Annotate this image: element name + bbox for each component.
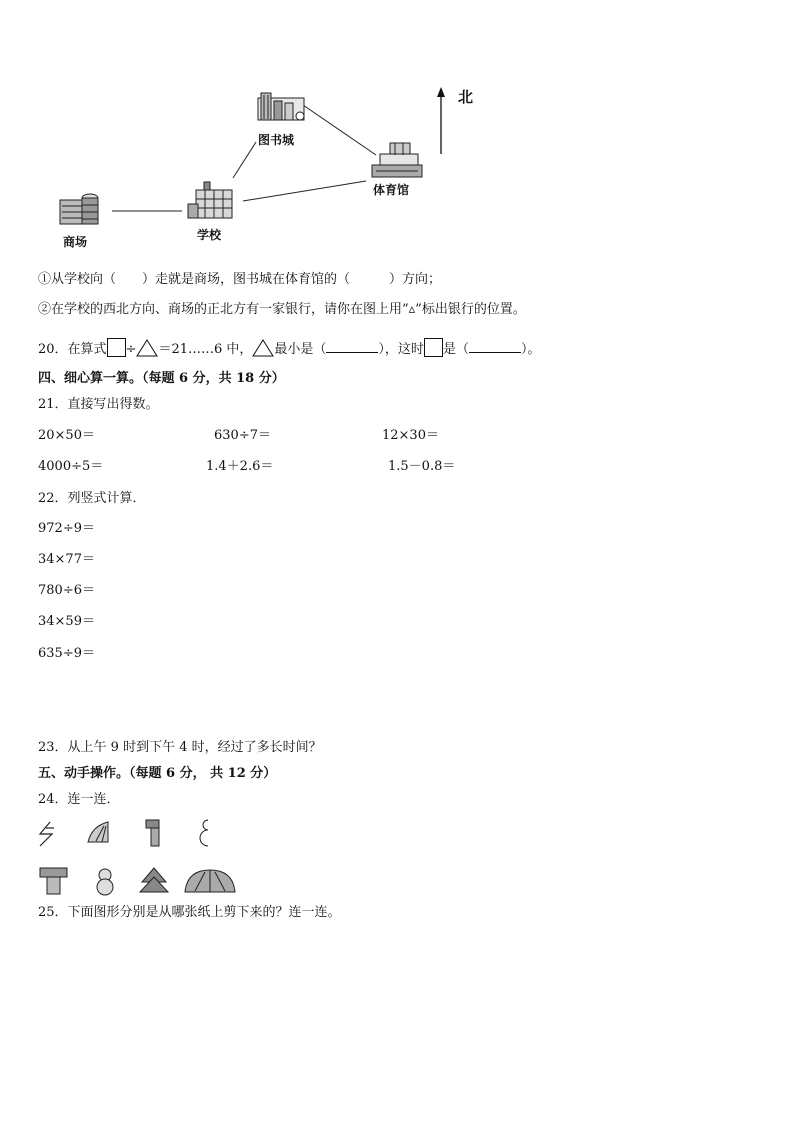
q21-r2c3: 1.5－0.8＝ (388, 459, 456, 474)
q20-close: ）。 (520, 342, 541, 357)
q22-item-5: 635÷9＝ (38, 646, 95, 661)
q21-r1c1: 20×50＝ (38, 428, 95, 443)
q22-title: 22．列竖式计算． (38, 491, 146, 506)
q20-mid: 最小是（ (274, 342, 327, 357)
q20-prefix: 20．在算式 (38, 342, 107, 357)
tree-icon (140, 868, 168, 892)
q22-item-1: 972÷9＝ (38, 521, 95, 536)
snowman-icon (97, 869, 113, 895)
lamp-icon (40, 868, 67, 894)
q25: 25．下面图形分别是从哪张纸上剪下来的？连一连。 (38, 905, 341, 920)
school-label: 学校 (197, 228, 222, 242)
q20-div: ÷ (125, 342, 137, 357)
q23: 23．从上午 9 时到下午 4 时，经过了多长时间？ (38, 740, 322, 755)
q24-title: 24．连一连． (38, 792, 120, 807)
q21-r2c2: 1.4＋2.6＝ (206, 459, 274, 474)
section4-title: 四、细心算一算。（每题 6 分，共 18 分） (38, 371, 285, 386)
q22-item-3: 780÷6＝ (38, 583, 95, 598)
mall-label: 商场 (63, 235, 88, 249)
q19-sub1-part1: ①从学校向（ ）走就是商场，图书城在体育馆的（ ）方向； (38, 272, 442, 287)
stadium-label: 体育馆 (373, 183, 410, 197)
q22-item-4: 34×59＝ (38, 614, 95, 629)
q21-r2c1: 4000÷5＝ (38, 459, 104, 474)
q20-eq: ＝21……6 中， (158, 342, 253, 357)
umbrella-icon (185, 870, 235, 892)
q21-r1c2: 630÷7＝ (214, 428, 271, 443)
q22-item-2: 34×77＝ (38, 552, 95, 567)
q21-r1c3: 12×30＝ (382, 428, 439, 443)
q20-mid2: ），这时 (378, 342, 424, 357)
library-label: 图书城 (258, 133, 295, 147)
north-label: 北 (458, 88, 474, 106)
section5-title: 五、动手操作。（每题 6 分， 共 12 分） (38, 766, 277, 781)
q19-sub2: ②在学校的西北方向、商场的正北方有一家银行，请你在图上用“▵”标出银行的位置。 (38, 302, 526, 317)
q21-title: 21．直接写出得数。 (38, 397, 159, 412)
q20-end: 是（ (442, 342, 469, 357)
